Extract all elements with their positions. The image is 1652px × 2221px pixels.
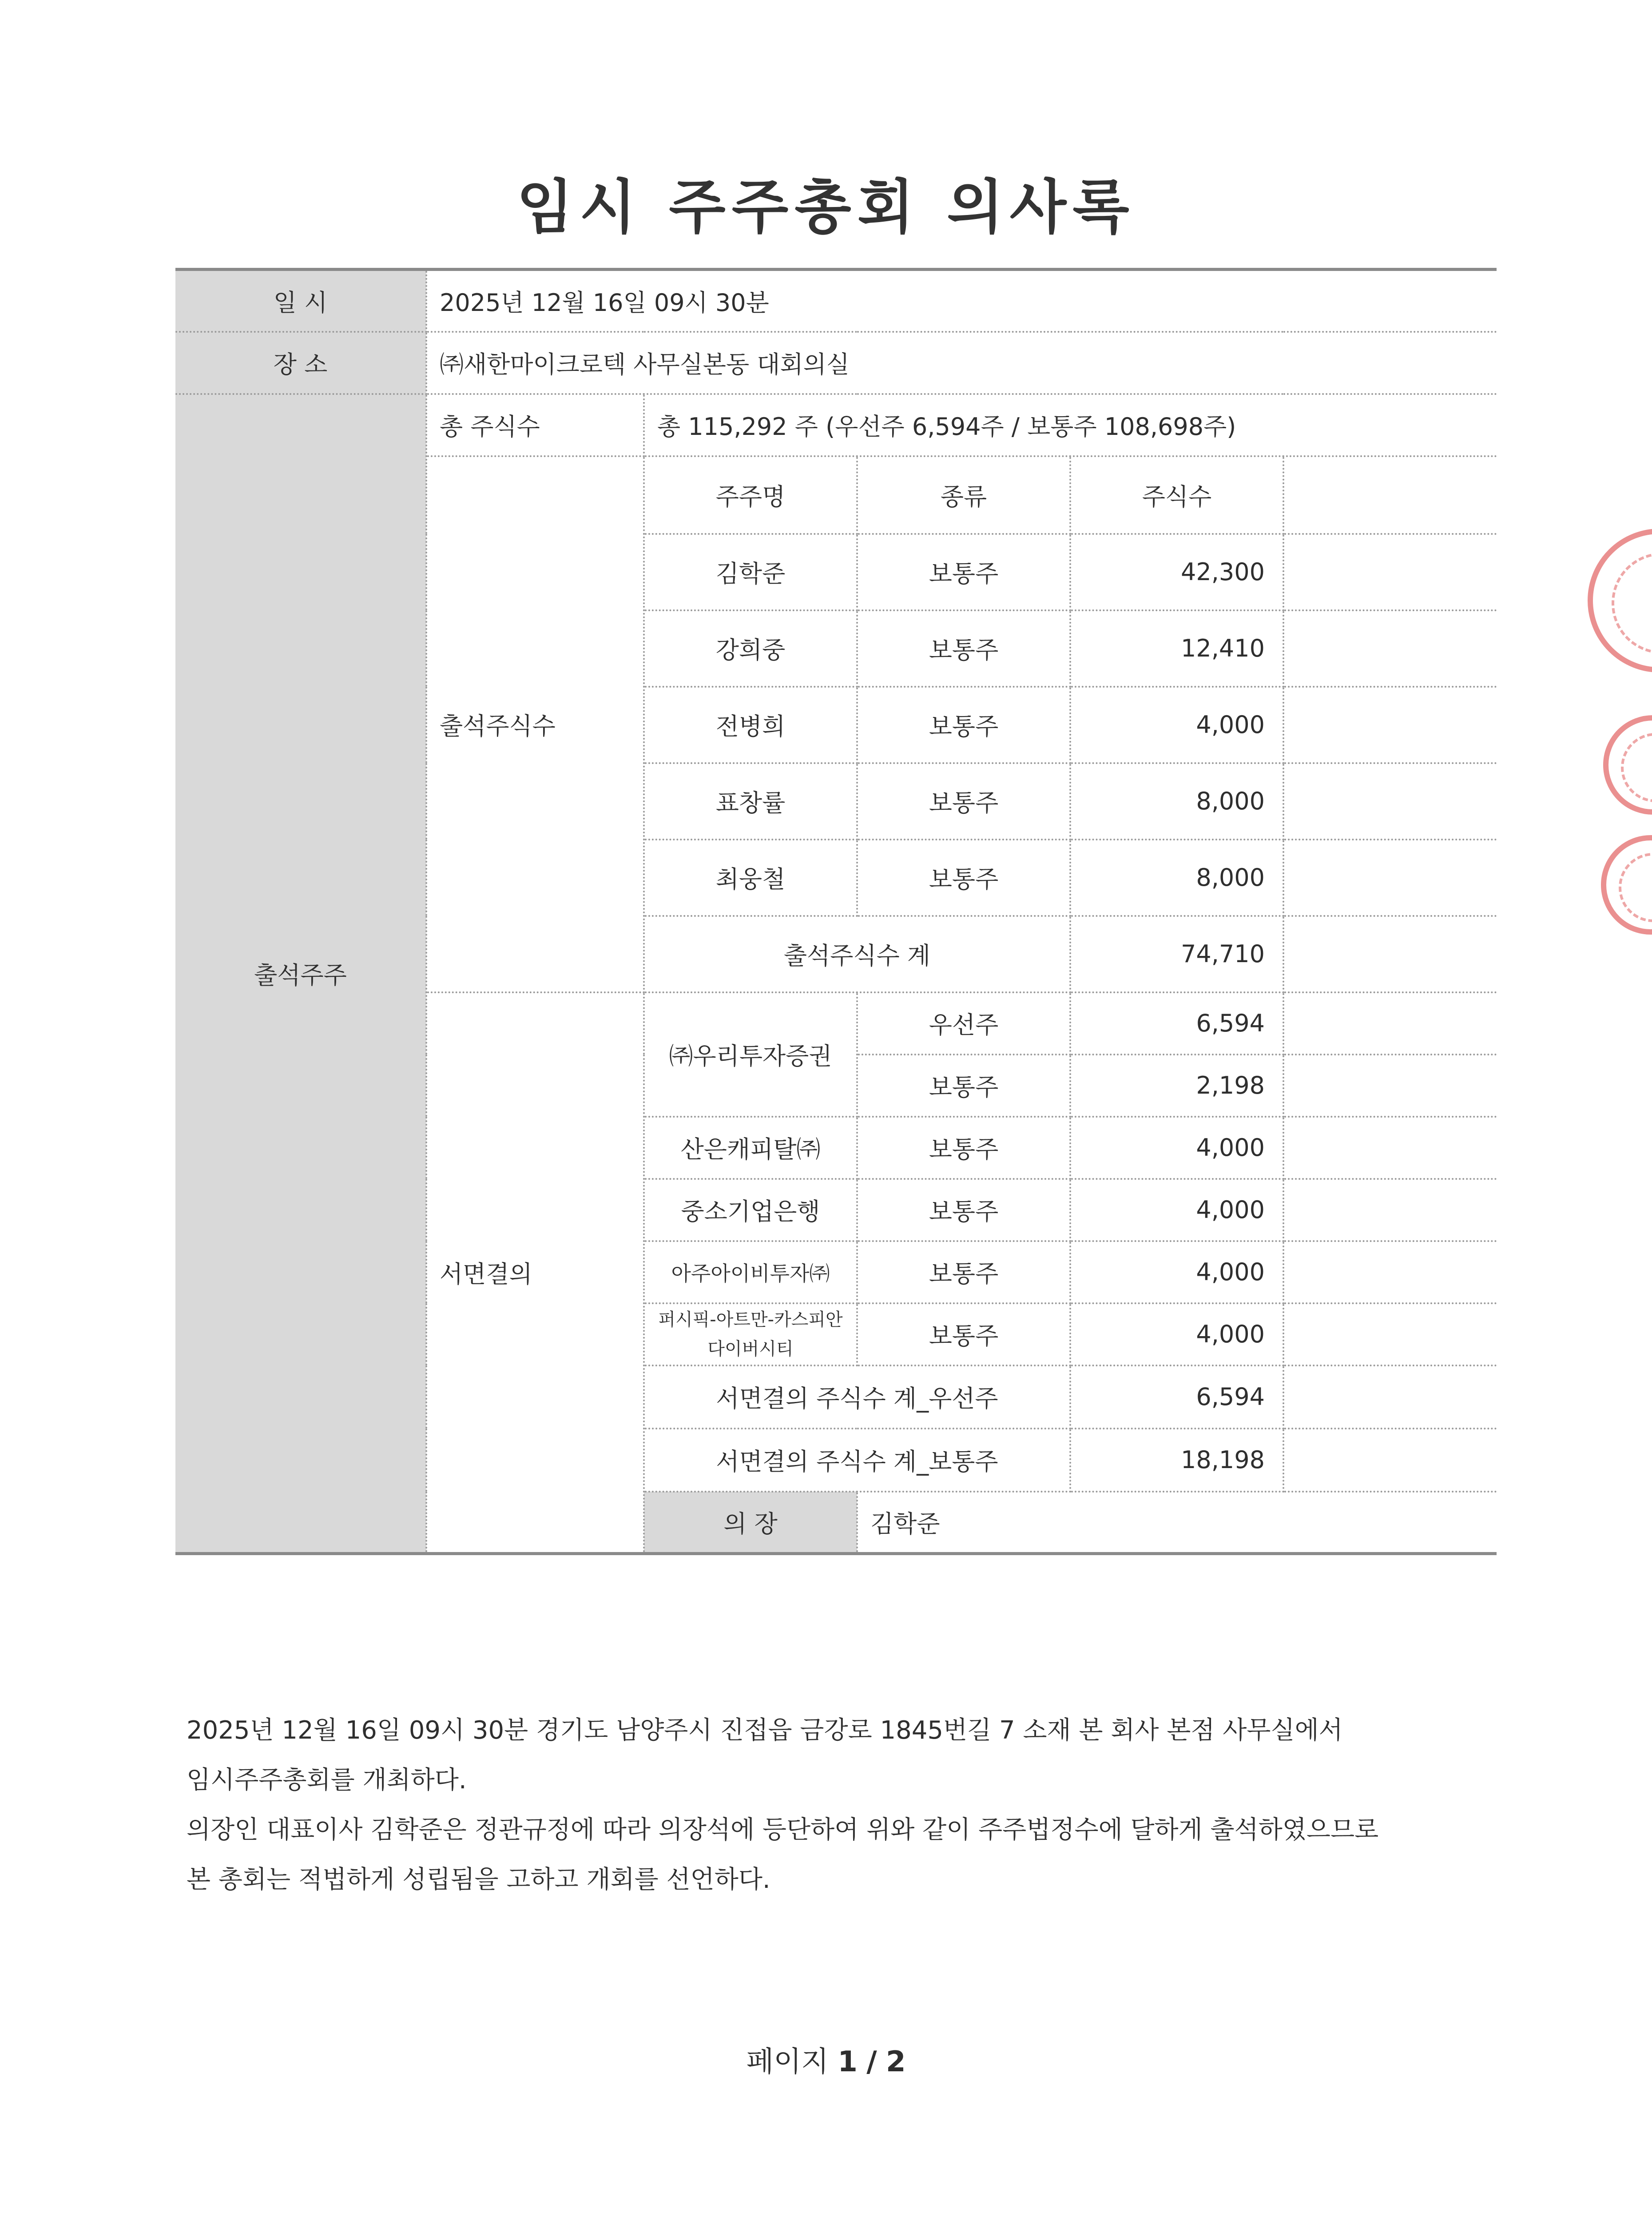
chair-value: 김학준 <box>857 1492 1497 1554</box>
attending-total-label: 출석주식수 계 <box>644 916 1070 992</box>
body-line: 2025년 12월 16일 09시 30분 경기도 남양주시 진접읍 금강로 1845번길 7 소재 본 회사 본점 사무실에서 <box>187 1716 1343 1745</box>
total-shares-value: 총 115,292 주 (우선주 6,594주 / 보통주 108,698주) <box>644 394 1497 456</box>
share-count: 42,300 <box>1070 534 1283 610</box>
body-line: 임시주주총회를 개최하다. <box>187 1766 467 1795</box>
written-total-preferred-label: 서면결의 주식수 계_우선주 <box>644 1365 1070 1429</box>
shareholder-name: 김학준 <box>644 534 857 610</box>
document-title: 임시 주주총회 의사록 <box>516 173 1136 242</box>
shareholder-name: ㈜우리투자증권 <box>644 992 857 1117</box>
empty-cell <box>1283 1179 1497 1241</box>
empty-cell <box>1283 534 1497 610</box>
attending-shares-label: 출석주식수 <box>426 456 644 992</box>
share-count: 8,000 <box>1070 840 1283 916</box>
share-count: 4,000 <box>1070 1241 1283 1303</box>
body-line: 본 총회는 적법하게 성립됨을 고하고 개회를 선언하다. <box>187 1865 770 1894</box>
share-count: 4,000 <box>1070 687 1283 763</box>
place-label: 장 소 <box>175 332 426 394</box>
empty-cell <box>1283 1117 1497 1179</box>
chair-label: 의 장 <box>644 1492 857 1554</box>
current-page: 1 <box>838 2046 858 2078</box>
seal-stamp-icon <box>1588 529 1652 673</box>
empty-cell <box>1283 916 1497 992</box>
shareholder-name: 산은캐피탈㈜ <box>644 1117 857 1179</box>
share-count: 4,000 <box>1070 1303 1283 1365</box>
empty-cell <box>1283 763 1497 840</box>
minutes-body-text <box>187 1706 1501 1905</box>
seal-stamp-icon <box>1601 835 1652 935</box>
share-type: 보통주 <box>857 840 1070 916</box>
empty-cell <box>1283 1241 1497 1303</box>
share-count: 2,198 <box>1070 1055 1283 1117</box>
written-total-common-label: 서면결의 주식수 계_보통주 <box>644 1429 1070 1492</box>
share-type: 보통주 <box>857 1055 1070 1117</box>
place-row <box>175 332 1497 394</box>
empty-cell <box>1283 1055 1497 1117</box>
empty-cell <box>1283 456 1497 534</box>
share-type: 보통주 <box>857 610 1070 687</box>
empty-cell <box>1283 992 1497 1055</box>
datetime-row <box>175 270 1497 332</box>
datetime-label: 일 시 <box>175 270 426 332</box>
attending-total-value: 74,710 <box>1070 916 1283 992</box>
share-type: 보통주 <box>857 687 1070 763</box>
shareholder-name: 강희중 <box>644 610 857 687</box>
share-type: 보통주 <box>857 1241 1070 1303</box>
share-type: 보통주 <box>857 763 1070 840</box>
place-value: ㈜새한마이크로텍 사무실본동 대회의실 <box>426 332 1497 394</box>
total-shares-label: 총 주식수 <box>426 394 644 456</box>
shareholder-name: 전병희 <box>644 687 857 763</box>
minutes-table <box>175 268 1497 1555</box>
header-name: 주주명 <box>644 456 857 534</box>
shareholder-name-line1: 퍼시픽-아트만-카스피안 <box>658 1309 843 1330</box>
seal-stamp-icon <box>1603 715 1652 815</box>
shareholder-name: 최웅철 <box>644 840 857 916</box>
share-count: 4,000 <box>1070 1117 1283 1179</box>
share-type: 보통주 <box>857 1179 1070 1241</box>
page-number <box>0 2039 1652 2080</box>
shareholder-name-line2: 다이버시티 <box>707 1338 794 1359</box>
written-total-preferred-value: 6,594 <box>1070 1365 1283 1429</box>
empty-cell <box>1283 840 1497 916</box>
share-type: 보통주 <box>857 534 1070 610</box>
share-type: 보통주 <box>857 1303 1070 1365</box>
shareholder-name: 표창률 <box>644 763 857 840</box>
total-pages: 2 <box>886 2046 906 2078</box>
written-total-common-value: 18,198 <box>1070 1429 1283 1492</box>
share-count: 4,000 <box>1070 1179 1283 1241</box>
attending-shareholders-label: 출석주주 <box>175 394 426 1554</box>
body-line: 의장인 대표이사 김학준은 정관규정에 따라 의장석에 등단하여 위와 같이 주주법정수에 달하게 출석하였으므로 <box>187 1815 1379 1844</box>
written-resolution-label: 서면결의 <box>426 992 644 1554</box>
shareholder-name: 중소기업은행 <box>644 1179 857 1241</box>
empty-cell <box>1283 1429 1497 1492</box>
share-type: 보통주 <box>857 1117 1070 1179</box>
share-count: 8,000 <box>1070 763 1283 840</box>
page-label: 페이지 <box>746 2046 829 2078</box>
empty-cell <box>1283 1303 1497 1365</box>
datetime-value: 2025년 12월 16일 09시 30분 <box>426 270 1497 332</box>
share-count: 12,410 <box>1070 610 1283 687</box>
header-shares: 주식수 <box>1070 456 1283 534</box>
header-type: 종류 <box>857 456 1070 534</box>
shareholder-name <box>644 1303 857 1365</box>
empty-cell <box>1283 687 1497 763</box>
empty-cell <box>1283 610 1497 687</box>
page-separator: / <box>866 2046 877 2078</box>
share-type: 우선주 <box>857 992 1070 1055</box>
total-shares-row <box>175 394 1497 456</box>
empty-cell <box>1283 1365 1497 1429</box>
share-count: 6,594 <box>1070 992 1283 1055</box>
shareholder-name: 아주아이비투자㈜ <box>644 1241 857 1303</box>
